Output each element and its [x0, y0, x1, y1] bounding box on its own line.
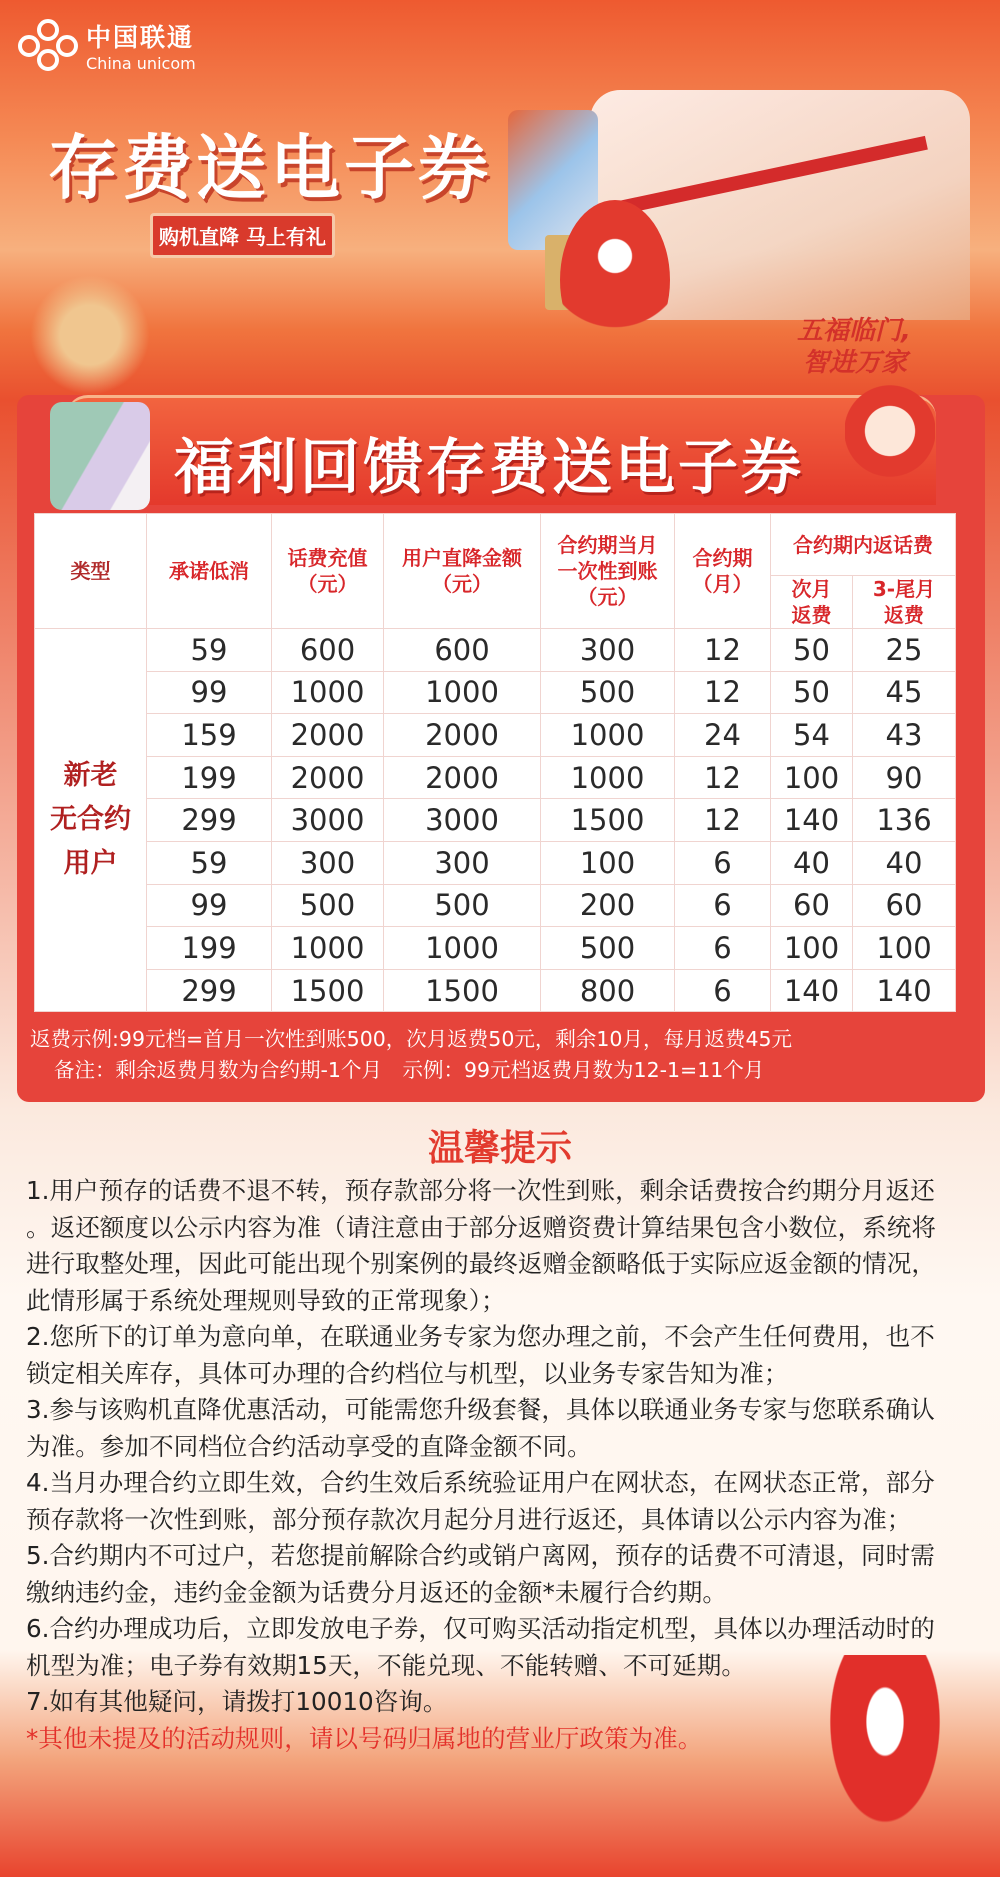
- table-row: [35, 714, 956, 757]
- table-row: [35, 927, 956, 970]
- header-recharge: 话费充值 （元）: [272, 514, 384, 629]
- table-cell: 300: [541, 629, 675, 672]
- header-rebate-rest: 3-尾月 返费: [853, 576, 956, 629]
- rule-line: 预存款将一次性到账，部分预存款次月起分月进行返还，具体请以公示内容为准；: [26, 1504, 912, 1534]
- table-cell: 100: [853, 927, 956, 970]
- table-row: [35, 841, 956, 884]
- rule-footnote: *其他未提及的活动规则，请以号码归属地的营业厅政策为准。: [26, 1723, 703, 1753]
- lion-mascot-image: [845, 385, 935, 500]
- rule-line: 4.当月办理合约立即生效，合约生效后系统验证用户在网状态，在网状态正常，部分: [26, 1468, 935, 1497]
- phone-product-image: [50, 402, 150, 510]
- header-discount: 用户直降金额 （元）: [384, 514, 541, 629]
- remark: 备注：剩余返费月数为合约期-1个月 示例：99元档返费月数为12-1=11个月: [54, 1058, 765, 1082]
- slogan-line: 智进万家: [803, 348, 908, 378]
- rule-line: 此情形属于系统处理规则导致的正常现象）；: [26, 1285, 506, 1315]
- table-cell: 1500: [272, 969, 384, 1012]
- panel-title: 福利回馈存费送电子券: [174, 433, 804, 503]
- table-cell: 1500: [384, 969, 541, 1012]
- table-cell: 1000: [384, 671, 541, 714]
- table-cell: 1000: [272, 671, 384, 714]
- table-cell: 1000: [272, 927, 384, 970]
- table-cell: 500: [541, 671, 675, 714]
- rebate-notes: [30, 1024, 975, 1086]
- rule-line: 。返还额度以公示内容为准（请注意由于部分返赠资费计算结果包含小数位，系统将: [26, 1212, 936, 1242]
- table-cell: 3000: [272, 799, 384, 842]
- table-cell: 1000: [541, 714, 675, 757]
- table-cell: 800: [541, 969, 675, 1012]
- table-cell: 24: [675, 714, 771, 757]
- rebate-example: 返费示例:99元档=首月一次性到账500，次月返费50元，剩余10月，每月返费45元: [30, 1027, 793, 1051]
- table-cell: 140: [853, 969, 956, 1012]
- slogan-line: 五福临门,: [797, 316, 911, 346]
- table-cell: 40: [853, 841, 956, 884]
- table-cell: 100: [771, 756, 853, 799]
- rules-list: [26, 1173, 966, 1757]
- tips-title: 温馨提示: [427, 1128, 572, 1169]
- table-cell: 50: [771, 629, 853, 672]
- header-rebate: 合约期内返话费: [771, 514, 956, 576]
- table-cell: 50: [771, 671, 853, 714]
- table-cell: 45: [853, 671, 956, 714]
- rule-line: 1.用户预存的话费不退不转，预存款部分将一次性到账，剩余话费按合约期分月返还: [26, 1176, 935, 1205]
- table-cell: 6: [675, 969, 771, 1012]
- table-row: [35, 756, 956, 799]
- table-cell: 2000: [272, 714, 384, 757]
- table-cell: 1000: [384, 927, 541, 970]
- table-cell: 6: [675, 884, 771, 927]
- header-first-month: 合约期当月 一次性到账 （元）: [541, 514, 675, 629]
- hero-badge: 购机直降 马上有礼: [150, 213, 335, 258]
- table-cell: 12: [675, 756, 771, 799]
- rule-line: 7.如有其他疑问，请拨打10010咨询。: [26, 1687, 448, 1716]
- table-cell: 1500: [541, 799, 675, 842]
- table-cell: 25: [853, 629, 956, 672]
- rule-line: 2.您所下的订单为意向单，在联通业务专家为您办理之前，不会产生任何费用，也不: [26, 1322, 935, 1351]
- table-cell: 12: [675, 799, 771, 842]
- table-cell: 100: [771, 927, 853, 970]
- table-cell: 60: [853, 884, 956, 927]
- table-cell: 299: [147, 799, 272, 842]
- table-row: [35, 969, 956, 1012]
- table-cell: 59: [147, 629, 272, 672]
- header-period: 合约期 （月）: [675, 514, 771, 629]
- table-cell: 40: [771, 841, 853, 884]
- type-cell: 新老 无合约 用户: [35, 629, 147, 1012]
- header-commit: 承诺低消: [147, 514, 272, 629]
- table-row: [35, 884, 956, 927]
- table-cell: 500: [384, 884, 541, 927]
- table-cell: 299: [147, 969, 272, 1012]
- header-type: 类型: [35, 514, 147, 629]
- hero-title: 存费送电子券: [48, 127, 492, 209]
- table-cell: 2000: [272, 756, 384, 799]
- table-cell: 60: [771, 884, 853, 927]
- table-cell: 300: [384, 841, 541, 884]
- rule-line: 6.合约办理成功后，立即发放电子券，仅可购买活动指定机型，具体以办理活动时的: [26, 1614, 935, 1643]
- table-cell: 300: [272, 841, 384, 884]
- table-cell: 99: [147, 884, 272, 927]
- rule-line: 5.合约期内不可过户，若您提前解除合约或销户离网，预存的话费不可清退，同时需: [26, 1541, 935, 1570]
- table-cell: 59: [147, 841, 272, 884]
- table-cell: 100: [541, 841, 675, 884]
- table-cell: 12: [675, 671, 771, 714]
- table-cell: 600: [384, 629, 541, 672]
- table-cell: 500: [541, 927, 675, 970]
- table-cell: 500: [272, 884, 384, 927]
- table-cell: 136: [853, 799, 956, 842]
- table-cell: 159: [147, 714, 272, 757]
- table-cell: 199: [147, 756, 272, 799]
- rule-line: 3.参与该购机直降优惠活动，可能需您升级套餐，具体以联通业务专家与您联系确认: [26, 1395, 935, 1424]
- table-row: [35, 629, 956, 672]
- table-row: [35, 799, 956, 842]
- table-cell: 99: [147, 671, 272, 714]
- table-cell: 600: [272, 629, 384, 672]
- table-cell: 54: [771, 714, 853, 757]
- brand-logo: [18, 18, 196, 73]
- slogan: [797, 315, 911, 379]
- table-cell: 6: [675, 841, 771, 884]
- table-cell: 2000: [384, 714, 541, 757]
- rule-line: 锁定相关库存，具体可办理的合约档位与机型，以业务专家告知为准；: [26, 1358, 789, 1388]
- table-cell: 12: [675, 629, 771, 672]
- table-cell: 200: [541, 884, 675, 927]
- table-cell: 43: [853, 714, 956, 757]
- rule-line: 为准。参加不同档位合约活动享受的直降金额不同。: [26, 1431, 592, 1461]
- table-cell: 90: [853, 756, 956, 799]
- mascot-illustration: [560, 200, 670, 360]
- table-cell: 6: [675, 927, 771, 970]
- offer-table: [34, 513, 956, 1012]
- rule-line: 缴纳违约金，违约金金额为话费分月返还的金额*未履行合约期。: [26, 1577, 727, 1607]
- brand-name-cn: 中国联通: [86, 23, 195, 52]
- table-row: [35, 671, 956, 714]
- header-rebate-next: 次月 返费: [771, 576, 853, 629]
- table-cell: 3000: [384, 799, 541, 842]
- table-cell: 199: [147, 927, 272, 970]
- brand-name-en: China unicom: [86, 54, 196, 73]
- table-cell: 2000: [384, 756, 541, 799]
- rule-line: 机型为准；电子券有效期15天，不能兑现、不能转赠、不可延期。: [26, 1650, 746, 1680]
- table-cell: 140: [771, 799, 853, 842]
- table-cell: 140: [771, 969, 853, 1012]
- horse-illustration: [20, 265, 160, 405]
- table-cell: 1000: [541, 756, 675, 799]
- rule-line: 进行取整处理，因此可能出现个别案例的最终返赠金额略低于实际应返金额的情况，: [26, 1249, 936, 1278]
- unicom-knot-icon: [18, 19, 78, 73]
